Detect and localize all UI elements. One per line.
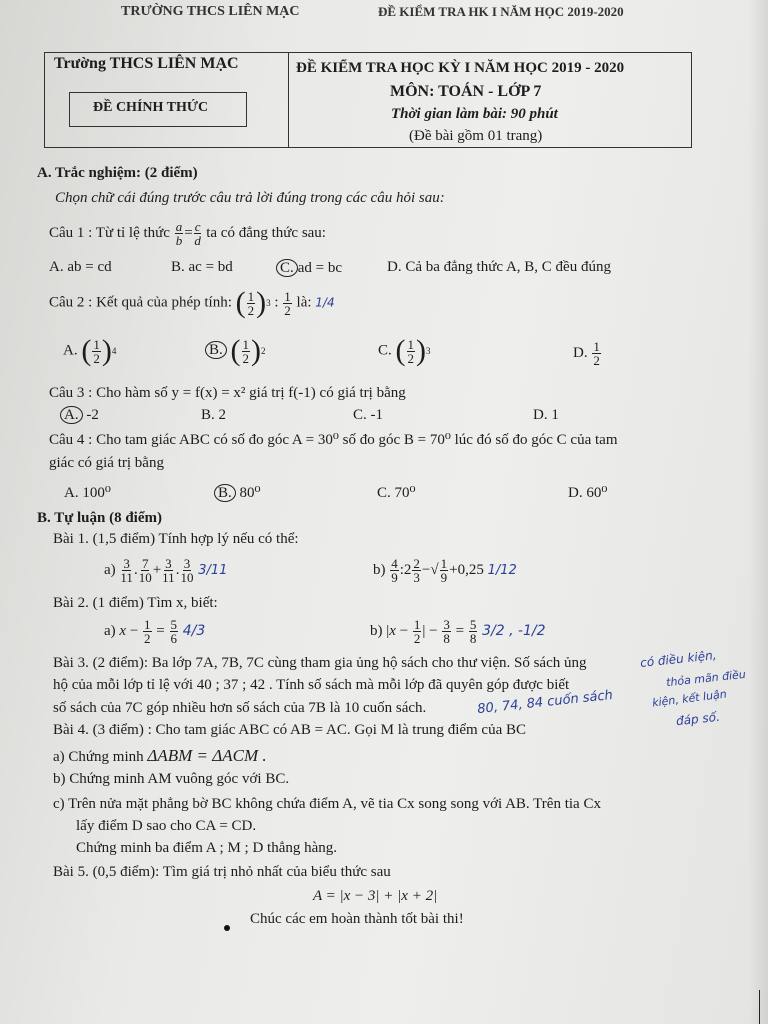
q1-option-b: B. ac = bd xyxy=(171,259,233,275)
q2-option-a: A. ( $\frac{1}{2}$ ) 4 xyxy=(63,334,117,367)
q1-option-c: C. ad = bc xyxy=(276,259,342,277)
partB-title: B. Tự luận (8 điểm) xyxy=(37,510,162,526)
partA-instruction: Chọn chữ cái đúng trước câu trả lời đúng trong các câu hỏi sau: xyxy=(55,190,445,206)
q2-expression: ( $\frac{1}{2}$ ) 3 xyxy=(235,286,271,319)
ink-dot xyxy=(224,925,230,931)
q3-text: Câu 3 : Cho hàm số y = f(x) = x² giá trị f(-1) có giá trị bằng xyxy=(49,385,406,401)
bai2-b: b) |x − $\frac{1}{2}$ | − $\frac{3}{8}$ = $\frac{5}{8}$ 3/2 , -1/2 xyxy=(370,617,546,646)
bai1-a-handwritten: 3/11 xyxy=(198,562,228,578)
bai4-c1: c) Trên nửa mặt phẳng bờ BC không chứa điểm A, vẽ tia Cx song song với AB. Trên tia Cx xyxy=(53,796,601,812)
bai4-text: Bài 4. (3 điểm) : Cho tam giác ABC có AB = AC. Gọi M là trung điểm của BC xyxy=(53,722,527,738)
answer-circle: A. xyxy=(60,406,83,424)
bai4-c2: lấy điểm D sao cho CA = CD. xyxy=(76,818,257,834)
bai3-line1: Bài 3. (2 điểm): Ba lớp 7A, 7B, 7C cùng tham gia ủng hộ sách cho thư viện. Số sách ủng xyxy=(53,655,587,671)
q4-line1: Câu 4 : Cho tam giác ABC có số đo góc A = 30⁰ số đo góc B = 70⁰ lúc đó số đo góc C của tam xyxy=(49,432,618,448)
q2-option-d: D. $\frac{1}{2}$ xyxy=(573,339,600,368)
header-time: Thời gian làm bài: 90 phút xyxy=(391,106,558,122)
q2-option-c: C. ( $\frac{1}{2}$ ) 3 xyxy=(378,334,431,367)
bai3-line3: số sách của 7C góp nhiều hơn số sách của 7B là 10 cuốn sách. xyxy=(53,700,427,716)
q2-handwritten-answer: 1/4 xyxy=(315,295,335,310)
q3-option-a: A. -2 xyxy=(60,406,99,424)
header-school: Trường THCS LIÊN MẠC xyxy=(54,55,239,72)
q1-prefix: Câu 1 : Từ tỉ lệ thức xyxy=(49,224,170,241)
bai3-note-1: có điều kiện, xyxy=(639,648,718,670)
bai4-b: b) Chứng minh AM vuông góc với BC. xyxy=(53,771,290,787)
bai1-a: a) $\frac{3}{11}$ . $\frac{7}{10}$ + $\frac{3}{11}$ . $\frac{3}{10}$ 3/11 xyxy=(104,556,228,585)
q2-line: Câu 2 : Kết quả của phép tính: ( $\frac{1}{2}$ ) 3 : $\frac{1}{2}$ là: 1/4 xyxy=(49,286,335,319)
bai2-b-handwritten: 3/2 , -1/2 xyxy=(482,622,546,639)
edge-line xyxy=(759,990,760,1024)
bai3-note-3: 80, 74, 84 cuốn sách xyxy=(476,687,614,718)
q4-option-c: C. 70⁰ xyxy=(377,485,416,501)
top-exam: ĐỀ KIỂM TRA HK I NĂM HỌC 2019-2020 xyxy=(378,4,624,19)
bai1-b-handwritten: 1/12 xyxy=(487,562,517,578)
fraction-a-over-b: $\frac{a}{b}$ xyxy=(175,219,183,248)
bai4-a: a) Chứng minh ΔABM = ΔACM . xyxy=(53,746,267,765)
header-pages: (Đề bài gồm 01 trang) xyxy=(409,128,543,144)
answer-circle: C. xyxy=(276,259,298,277)
answer-circle: B. xyxy=(205,341,227,359)
q1-option-a: A. ab = cd xyxy=(49,259,112,275)
q3-option-d: D. 1 xyxy=(533,407,559,423)
q1-suffix: ta có đẳng thức sau: xyxy=(206,224,326,241)
bai3-note-5: đáp số. xyxy=(675,709,721,729)
partA-title: A. Trắc nghiệm: (2 điểm) xyxy=(37,165,198,181)
bai3-note-4: kiện, kết luận xyxy=(651,687,728,710)
q1-option-d: D. Cả ba đẳng thức A, B, C đều đúng xyxy=(387,259,611,275)
bai1-b: b) $\frac{4}{9}$ :2 $\frac{2}{3}$ −√ $\frac{1}{9}$ +0,25 1/12 xyxy=(373,556,517,585)
bai2-a-handwritten: 4/3 xyxy=(182,622,206,639)
q3-option-b: B. 2 xyxy=(201,407,227,423)
bai3-note-2: thỏa mãn điều xyxy=(665,667,747,690)
fraction-c-over-d: $\frac{c}{d}$ xyxy=(194,219,201,248)
paper-shadow xyxy=(748,0,768,1024)
header-subject: MÔN: TOÁN - LỚP 7 xyxy=(390,83,542,100)
q4-option-b: B. 80⁰ xyxy=(214,483,261,502)
q4-option-a: A. 100⁰ xyxy=(64,485,111,501)
closing-text: Chúc các em hoàn thành tốt bài thi! xyxy=(250,911,464,927)
q3-option-c: C. -1 xyxy=(353,407,383,423)
bai4-c3: Chứng minh ba điểm A ; M ; D thẳng hàng. xyxy=(76,840,338,856)
header-title: ĐỀ KIỂM TRA HỌC KỲ I NĂM HỌC 2019 - 2020 xyxy=(296,60,625,76)
q2-option-b: B. ( $\frac{1}{2}$ ) 2 xyxy=(205,336,266,366)
bai1-text: Bài 1. (1,5 điểm) Tính hợp lý nếu có thể: xyxy=(53,531,299,547)
bai5-text: Bài 5. (0,5 điểm): Tìm giá trị nhỏ nhất của biểu thức sau xyxy=(53,864,391,880)
header-official: ĐỀ CHÍNH THỨC xyxy=(93,100,209,115)
q4-line2: giác có giá trị bằng xyxy=(49,455,164,471)
header-divider xyxy=(288,52,289,148)
q1-line: Câu 1 : Từ tỉ lệ thức $\frac{a}{b}$ = $\frac{c}{d}$ ta có đẳng thức sau: xyxy=(49,219,326,248)
bai2-text: Bài 2. (1 điểm) Tìm x, biết: xyxy=(53,595,218,611)
bai2-a: a) x − $\frac{1}{2}$ = $\frac{5}{6}$ 4/3 xyxy=(104,617,206,646)
q4-option-d: D. 60⁰ xyxy=(568,485,608,501)
bai5-formula: A = |x − 3| + |x + 2| xyxy=(313,888,438,904)
answer-circle: B. xyxy=(214,484,236,502)
top-school: TRƯỜNG THCS LIÊN MẠC xyxy=(121,4,300,19)
bai3-line2: hộ của mỗi lớp tỉ lệ với 40 ; 37 ; 42 . Tính số sách mà mỗi lớp đã quyên góp được biết xyxy=(53,677,570,693)
